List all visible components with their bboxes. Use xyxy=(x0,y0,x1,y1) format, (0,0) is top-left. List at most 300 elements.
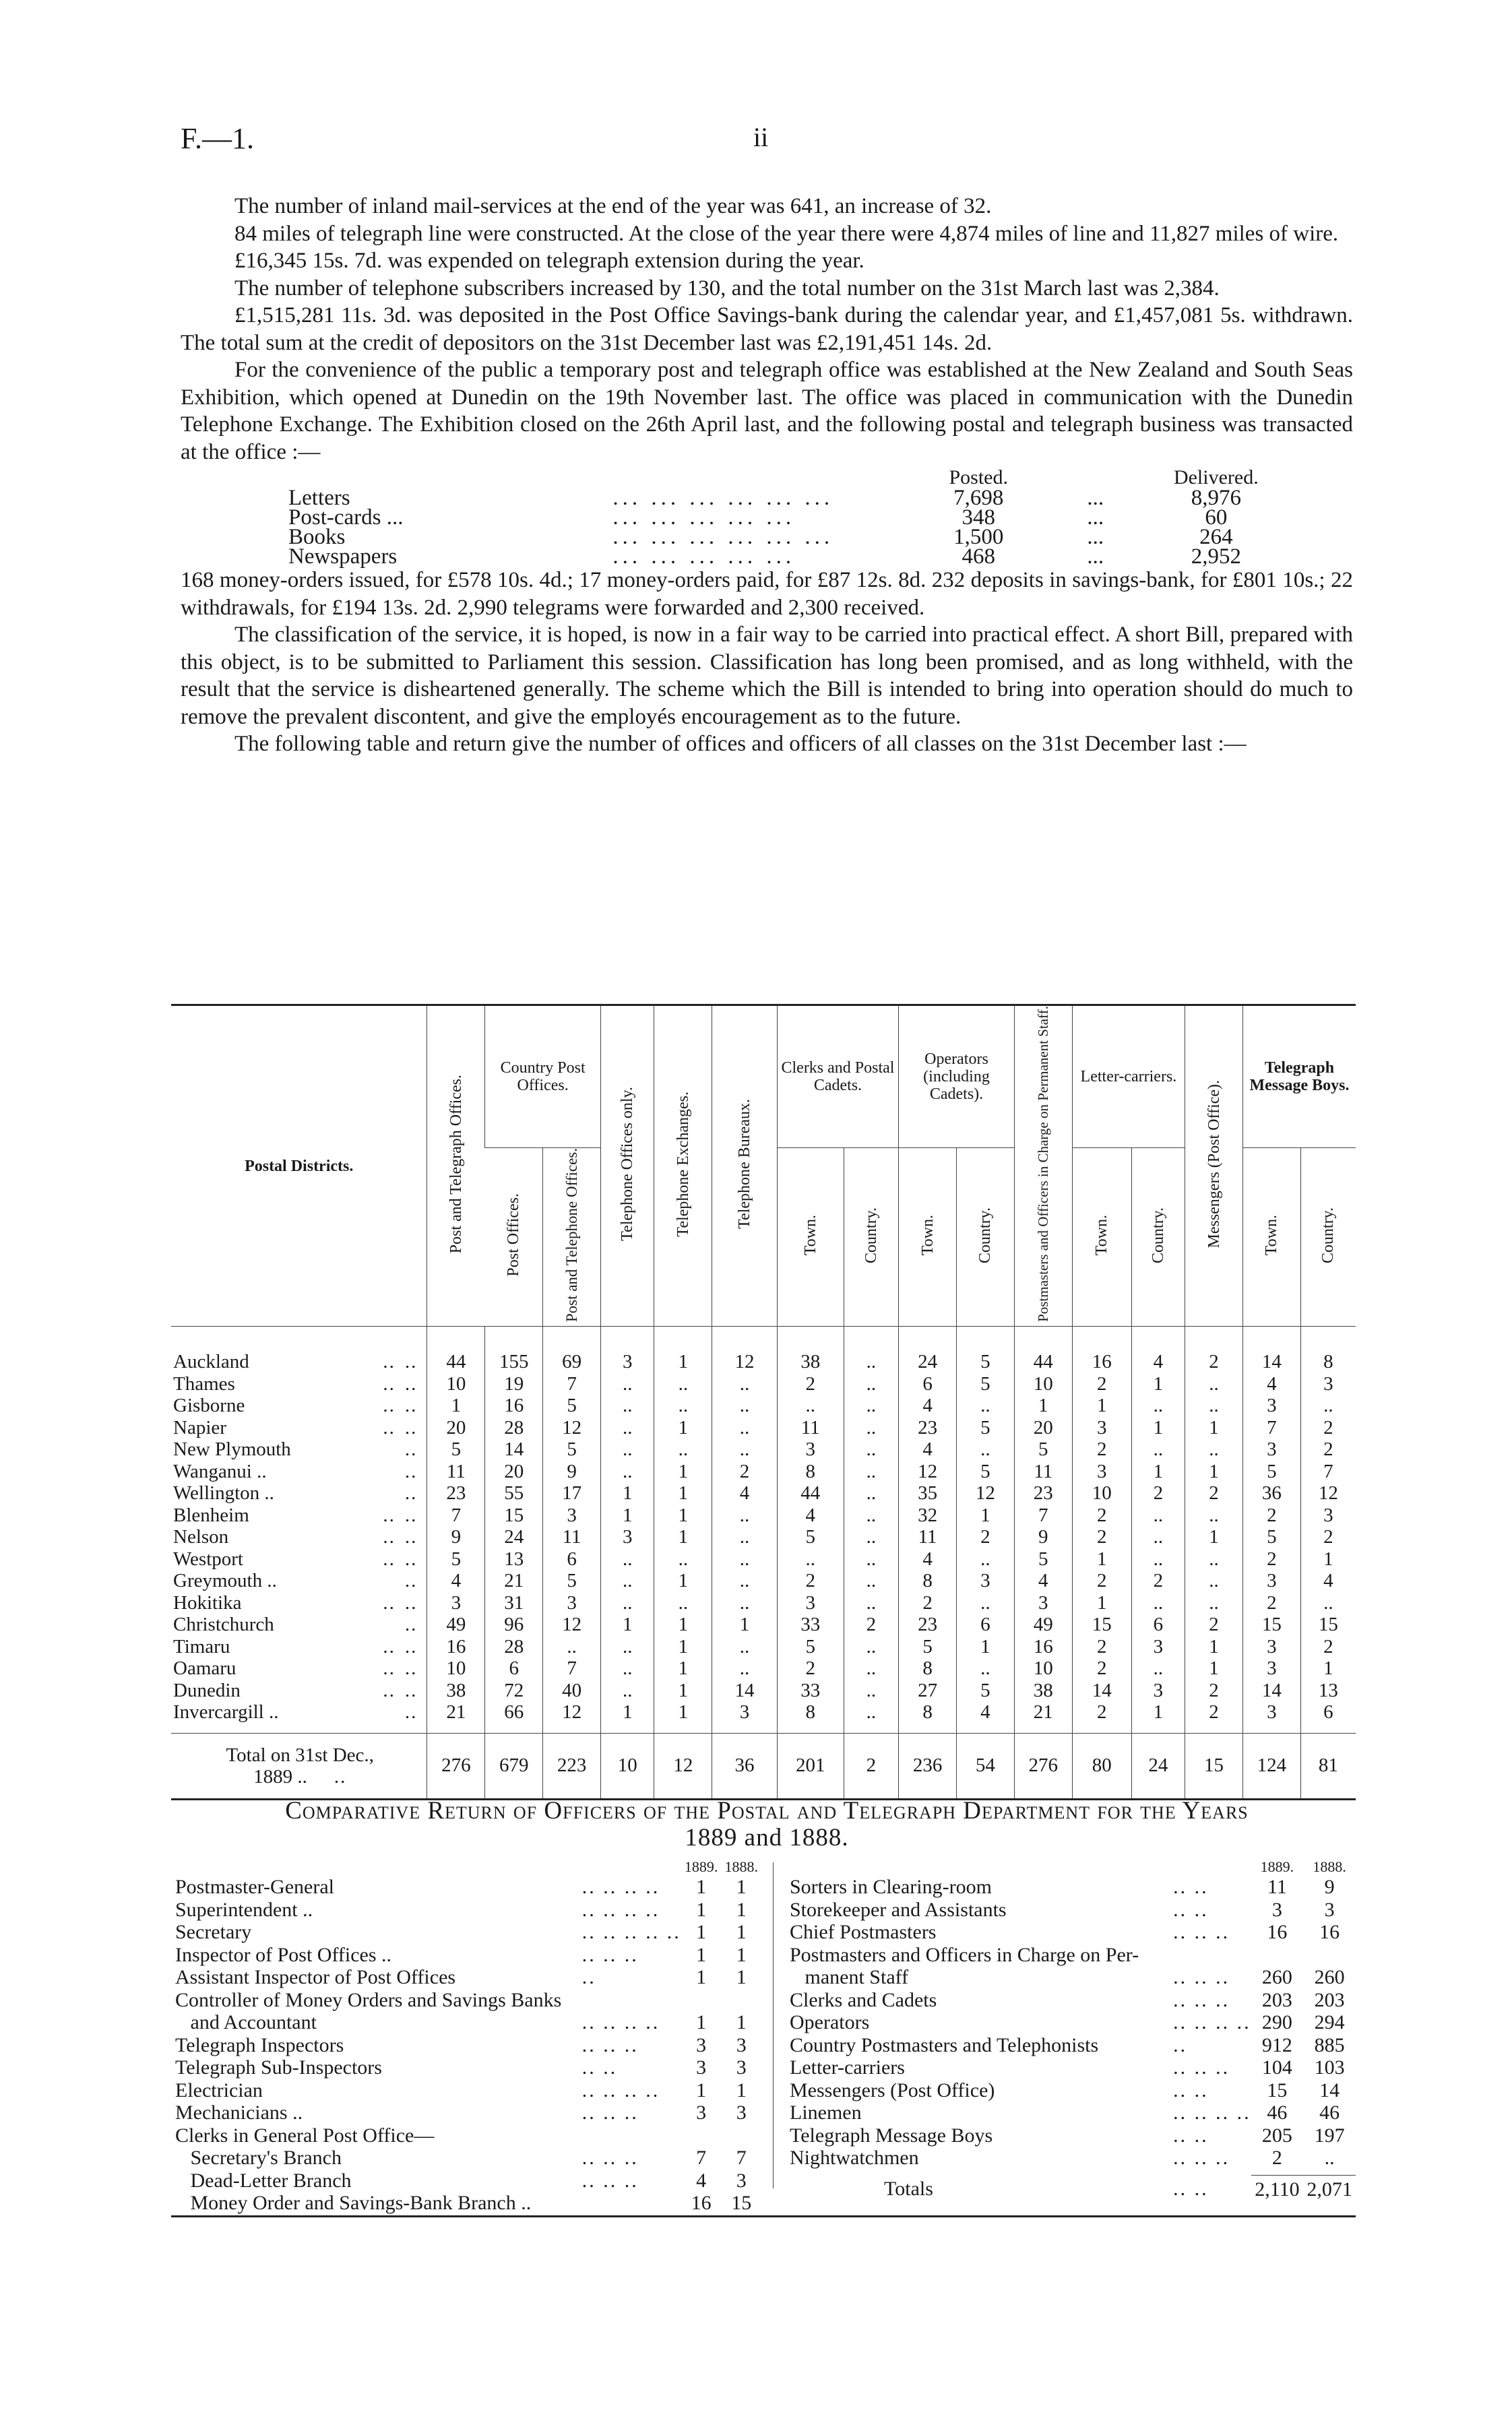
telephone-bureaux-header: Telephone Bureaux. xyxy=(712,1006,778,1327)
table-row xyxy=(171,1636,1356,1658)
table-cell: .. xyxy=(601,1636,654,1658)
return-row xyxy=(175,2170,761,2192)
table-cell: 8 xyxy=(777,1701,844,1733)
table-cell: 55 xyxy=(485,1482,543,1505)
officer-class-label: Messengers (Post Office) xyxy=(790,2079,995,2101)
district-label: Nelson xyxy=(173,1526,229,1548)
table-cell: 3 xyxy=(777,1592,844,1614)
table-cell: 6 xyxy=(899,1373,957,1395)
leader-dots: .. .. .. xyxy=(581,2033,639,2056)
table-row xyxy=(171,1680,1356,1702)
district-label: Oamaru xyxy=(173,1657,237,1680)
table-cell: .. xyxy=(844,1701,899,1733)
table-cell: 2 xyxy=(1072,1438,1131,1461)
table-cell: 2 xyxy=(957,1526,1015,1548)
table-cell: 7 xyxy=(1242,1417,1300,1439)
officer-class-label: Clerks and Cadets xyxy=(790,1988,937,2011)
leader-dots: .. .. .. xyxy=(581,2169,639,2192)
table-cell: 11 xyxy=(1014,1461,1072,1483)
district-label: Auckland xyxy=(173,1351,249,1373)
count-1888: 14 xyxy=(1319,2079,1340,2101)
comparative-return-table xyxy=(171,1858,1356,2217)
total-cell: 679 xyxy=(485,1733,543,1798)
table-cell: 1 xyxy=(654,1636,712,1658)
table-cell: .. xyxy=(844,1327,899,1373)
leader-dots: .. xyxy=(404,1614,418,1636)
leader-dots: .. xyxy=(404,1416,418,1438)
leader-dots: ... xyxy=(1087,525,1104,549)
exhibition-item-label: Books xyxy=(288,525,346,549)
table-cell: 11 xyxy=(543,1526,601,1548)
table-cell: 10 xyxy=(427,1373,485,1395)
messengers-header: Messengers (Post Office). xyxy=(1185,1006,1243,1327)
leader-dots: .. .. .. xyxy=(1173,1988,1230,2011)
return-row xyxy=(790,2034,1356,2057)
leader-dots: .. xyxy=(404,1395,418,1417)
leader-dots: .. xyxy=(404,1460,418,1482)
leader-dots: .. .. .. .. xyxy=(1173,2101,1251,2124)
table-cell: 5 xyxy=(543,1395,601,1417)
table-cell: 2 xyxy=(1072,1570,1131,1592)
delivered-value: 2,952 xyxy=(1191,544,1241,569)
count-1889: 11 xyxy=(1267,1876,1287,1898)
table-cell: 12 xyxy=(712,1327,778,1373)
table-cell: 6 xyxy=(485,1657,543,1680)
table-cell: 3 xyxy=(543,1505,601,1527)
table-cell: 3 xyxy=(543,1592,601,1614)
table-cell: 14 xyxy=(1072,1680,1131,1702)
table-cell: 3 xyxy=(1242,1395,1300,1417)
table-cell: 3 xyxy=(1242,1636,1300,1658)
table-cell: 2 xyxy=(1300,1636,1356,1658)
count-1888: 3 xyxy=(736,2056,747,2079)
total-1889: 2,110 xyxy=(1251,2175,1304,2201)
leader-dots: .. xyxy=(404,1504,418,1526)
count-1889: 260 xyxy=(1261,1966,1292,1988)
return-row xyxy=(175,2101,761,2124)
table-cell: 1 xyxy=(1185,1417,1243,1439)
leader-dots: .. xyxy=(383,1526,396,1548)
paragraph-telephone-subscribers: The number of telephone subscribers increased by 130, and the total number on the 31st March last was 2,384. xyxy=(234,276,1220,301)
posted-value: 468 xyxy=(962,544,995,569)
table-cell: 1 xyxy=(1185,1657,1243,1680)
district-label: Blenheim xyxy=(173,1504,249,1526)
count-1889: 3 xyxy=(1271,1898,1282,1921)
table-cell: 8 xyxy=(777,1461,844,1483)
table-cell: .. xyxy=(654,1438,712,1461)
table-cell: 12 xyxy=(1300,1482,1356,1505)
table-cell: 1 xyxy=(1072,1395,1131,1417)
leader-dots: .. .. xyxy=(1173,2124,1209,2147)
leader-dots: .. .. .. xyxy=(581,2147,639,2169)
table-cell: .. xyxy=(654,1373,712,1395)
table-cell: 5 xyxy=(957,1327,1015,1373)
table-cell: .. xyxy=(712,1526,778,1548)
total-cell: 124 xyxy=(1242,1733,1300,1798)
exhibition-item-label: Post-cards ... xyxy=(288,505,404,530)
table-cell: 1 xyxy=(654,1614,712,1636)
table-row xyxy=(171,1592,1356,1614)
leader-dots: .. xyxy=(383,1395,396,1417)
count-1889: 1 xyxy=(696,1898,707,1921)
table-cell: 15 xyxy=(485,1505,543,1527)
table-cell: 13 xyxy=(485,1548,543,1571)
table-cell: 3 xyxy=(1072,1417,1131,1439)
return-row xyxy=(175,2192,761,2215)
table-cell: 14 xyxy=(485,1438,543,1461)
count-1889 xyxy=(681,2124,722,2147)
table-cell: 32 xyxy=(899,1505,957,1527)
table-cell: 1 xyxy=(654,1482,712,1505)
table-cell: 72 xyxy=(485,1680,543,1702)
district-label: Christchurch xyxy=(173,1614,274,1636)
table-cell: 1 xyxy=(1131,1417,1185,1439)
total-1888: 2,071 xyxy=(1303,2175,1356,2201)
table-cell: .. xyxy=(712,1657,778,1680)
leader-dots: .. xyxy=(404,1372,418,1395)
post-telegraph-offices-header: Post and Telegraph Offices. xyxy=(427,1006,485,1327)
count-1888 xyxy=(721,1989,761,2012)
table-cell: .. xyxy=(601,1438,654,1461)
district-name xyxy=(171,1614,427,1636)
table-cell: 1 xyxy=(1300,1548,1356,1571)
operators-town-subheader: Town. xyxy=(899,1148,957,1327)
table-cell: .. xyxy=(844,1482,899,1505)
district-name xyxy=(171,1505,427,1527)
count-1888: 203 xyxy=(1314,1988,1345,2011)
table-cell: 5 xyxy=(957,1461,1015,1483)
table-cell: 8 xyxy=(899,1701,957,1733)
leader-dots: .. xyxy=(404,1679,418,1701)
table-cell: 2 xyxy=(712,1461,778,1483)
table-cell: 5 xyxy=(543,1570,601,1592)
count-1889: 3 xyxy=(696,2101,707,2124)
leader-dots: ... xyxy=(1087,544,1104,569)
officer-class-label: Nightwatchmen xyxy=(790,2147,919,2169)
leader-dots: ... xyxy=(1087,505,1104,530)
return-row xyxy=(175,2034,761,2057)
table-cell: .. xyxy=(1185,1592,1243,1614)
table-cell: 1 xyxy=(1131,1701,1185,1733)
table-cell: .. xyxy=(1131,1505,1185,1527)
return-row xyxy=(175,2011,761,2034)
table-row xyxy=(171,1526,1356,1548)
count-1888: .. xyxy=(1324,2147,1335,2169)
delivered-value: 264 xyxy=(1199,525,1233,549)
right-year-1889: 1889. xyxy=(1260,1858,1294,1875)
table-cell: 14 xyxy=(712,1680,778,1702)
table-cell: 1 xyxy=(1185,1461,1243,1483)
count-1888: 103 xyxy=(1314,2056,1345,2079)
table-cell: .. xyxy=(844,1636,899,1658)
officer-class-label: manent Staff xyxy=(790,1966,909,1988)
table-cell: 5 xyxy=(1242,1461,1300,1483)
table-row xyxy=(171,1438,1356,1461)
return-row xyxy=(175,2079,761,2102)
count-1889: 15 xyxy=(1267,2079,1288,2101)
total-cell: 276 xyxy=(427,1733,485,1798)
officer-class-label: Operators xyxy=(790,2011,870,2033)
return-row xyxy=(175,2056,761,2079)
officer-class-label: Telegraph Inspectors xyxy=(175,2033,344,2056)
comparative-title-line-2: 1889 and 1888. xyxy=(685,1824,849,1852)
table-cell: 38 xyxy=(777,1327,844,1373)
table-cell: 14 xyxy=(1242,1327,1300,1373)
table-cell: 1 xyxy=(654,1327,712,1373)
count-1888: 7 xyxy=(736,2147,747,2169)
postmasters-staff-header: Postmasters and Officers in Charge on Permanent Staff. xyxy=(1014,1006,1072,1327)
total-cell: 54 xyxy=(957,1733,1015,1798)
return-row xyxy=(790,2056,1356,2079)
clerks-cadets-header: Clerks and Postal Cadets. xyxy=(777,1006,898,1148)
return-row xyxy=(790,1966,1356,1989)
count-1888: 1 xyxy=(736,2011,747,2033)
table-cell: .. xyxy=(957,1548,1015,1571)
officer-class-label: Controller of Money Orders and Savings Banks xyxy=(175,1988,562,2011)
count-1889: 1 xyxy=(696,1943,707,1966)
count-1889: 7 xyxy=(696,2147,707,2169)
officer-class-label: Secretary's Branch xyxy=(175,2147,342,2169)
district-name xyxy=(171,1592,427,1614)
officer-class-label: Sorters in Clearing-room xyxy=(790,1876,992,1898)
table-cell: 4 xyxy=(1131,1327,1185,1373)
officer-class-label: Country Postmasters and Telephonists xyxy=(790,2033,1099,2056)
return-row xyxy=(790,2079,1356,2102)
count-1888: 3 xyxy=(1324,1898,1335,1921)
table-cell: 20 xyxy=(1014,1417,1072,1439)
total-label-year: 1889 .. xyxy=(253,1765,307,1788)
leader-dots: .. xyxy=(404,1526,418,1548)
officer-class-label: Inspector of Post Offices .. xyxy=(175,1943,392,1966)
table-cell: .. xyxy=(712,1592,778,1614)
page-number: ii xyxy=(753,122,769,152)
count-1888: 197 xyxy=(1314,2124,1345,2147)
table-cell: 5 xyxy=(957,1373,1015,1395)
table-cell: 3 xyxy=(1242,1570,1300,1592)
table-cell: .. xyxy=(844,1657,899,1680)
table-cell: 69 xyxy=(543,1327,601,1373)
table-cell: 5 xyxy=(957,1417,1015,1439)
table-cell: 10 xyxy=(1014,1373,1072,1395)
return-row xyxy=(790,2101,1356,2124)
table-cell: .. xyxy=(601,1680,654,1702)
count-1888: 1 xyxy=(736,2079,747,2101)
district-name xyxy=(171,1482,427,1505)
table-cell: .. xyxy=(1185,1373,1243,1395)
leader-dots: .. .. .. xyxy=(581,1943,639,1966)
table-cell: 11 xyxy=(899,1526,957,1548)
leader-dots: .. xyxy=(581,1966,596,1988)
count-1888 xyxy=(721,2124,761,2147)
count-1889 xyxy=(681,1989,722,2012)
district-label: Dunedin xyxy=(173,1679,241,1701)
table-cell: 1 xyxy=(712,1614,778,1636)
table-cell: 16 xyxy=(1014,1636,1072,1658)
table-cell: .. xyxy=(957,1592,1015,1614)
left-year-1888: 1888. xyxy=(724,1858,758,1875)
table-cell: 3 xyxy=(777,1438,844,1461)
table-cell: 1 xyxy=(1072,1548,1131,1571)
count-1889: 46 xyxy=(1267,2101,1288,2124)
table-cell: 155 xyxy=(485,1327,543,1373)
table-cell: 1 xyxy=(601,1614,654,1636)
table-cell: 4 xyxy=(899,1438,957,1461)
table-cell: 44 xyxy=(1014,1327,1072,1373)
count-1889: 1 xyxy=(696,1966,707,1988)
table-cell: 23 xyxy=(427,1482,485,1505)
table-cell: .. xyxy=(1131,1526,1185,1548)
table-cell: 6 xyxy=(543,1548,601,1571)
table-cell: .. xyxy=(1185,1548,1243,1571)
table-cell: 2 xyxy=(777,1570,844,1592)
table-cell: 1 xyxy=(601,1505,654,1527)
count-1889: 3 xyxy=(696,2056,707,2079)
return-row xyxy=(790,2011,1356,2034)
table-cell: 12 xyxy=(543,1417,601,1439)
comparative-return-title xyxy=(181,1798,1353,1852)
district-label: Napier xyxy=(173,1416,226,1438)
table-cell: 3 xyxy=(1014,1592,1072,1614)
district-label: New Plymouth xyxy=(173,1438,291,1461)
leader-dots: .. xyxy=(383,1504,396,1526)
table-cell: 2 xyxy=(1300,1526,1356,1548)
table-cell: 8 xyxy=(1300,1327,1356,1373)
table-cell: 10 xyxy=(1072,1482,1131,1505)
leader-dots: .. .. xyxy=(1173,1876,1209,1898)
paragraph-classification: The classification of the service, it is hoped, is now in a fair way to be carried into practical effect. A short Bill, prepared with this object, is to be submitted to Parliament this session. Classification has long been promised, and as long withheld, with the result that the service is disheartened generally. The scheme which the Bill is intended to bring into operation should do much to remove the prevalent discontent, and give the employés encouragement as to the future. xyxy=(181,623,1353,729)
leader-dots: .. .. .. .. xyxy=(581,1876,660,1898)
paragraph-money-orders: 168 money-orders issued, for £578 10s. 4d.; 17 money-orders paid, for £87 12s. 8d. 232 deposits in savings-bank, for £801 10s.; 22 withdrawals, for £194 13s. 2d. 2,990 telegrams were forwarded and 2,300 received. xyxy=(181,568,1353,620)
district-label: Invercargill .. xyxy=(173,1701,279,1724)
totals-row xyxy=(790,2175,1356,2201)
table-cell: 6 xyxy=(1300,1701,1356,1733)
officer-class-label: Clerks in General Post Office— xyxy=(175,2124,435,2147)
leader-dots: .. xyxy=(383,1635,396,1657)
page-header xyxy=(0,121,1512,162)
table-cell: 19 xyxy=(485,1373,543,1395)
return-row xyxy=(790,1989,1356,2012)
table-cell: .. xyxy=(712,1548,778,1571)
table-cell: 2 xyxy=(1072,1636,1131,1658)
table-cell: 1 xyxy=(1014,1395,1072,1417)
delivered-header: Delivered. xyxy=(1173,466,1259,488)
leader-dots: .. .. .. xyxy=(581,2101,639,2124)
count-1889: 205 xyxy=(1261,2124,1292,2147)
table-row xyxy=(171,1373,1356,1395)
leader-dots: .. .. .. .. xyxy=(581,2011,660,2033)
table-cell: 6 xyxy=(1131,1614,1185,1636)
table-row xyxy=(171,1657,1356,1680)
operators-header: Operators (including Cadets). xyxy=(899,1006,1015,1148)
table-cell: .. xyxy=(1131,1438,1185,1461)
district-name xyxy=(171,1373,427,1395)
table-cell: .. xyxy=(601,1592,654,1614)
total-label xyxy=(171,1733,427,1798)
count-1889: 1 xyxy=(696,2079,707,2101)
table-cell: 1 xyxy=(427,1395,485,1417)
leader-dots: .. .. xyxy=(581,2056,618,2079)
count-1889: 104 xyxy=(1261,2056,1292,2079)
table-cell: 35 xyxy=(899,1482,957,1505)
table-cell: 15 xyxy=(1300,1614,1356,1636)
district-name xyxy=(171,1636,427,1658)
officer-class-label: Superintendent .. xyxy=(175,1898,313,1921)
leader-dots: .. xyxy=(334,1765,347,1788)
posted-value: 7,698 xyxy=(953,486,1004,510)
table-cell: 1 xyxy=(957,1636,1015,1658)
posted-value: 1,500 xyxy=(953,525,1004,549)
count-1888: 885 xyxy=(1314,2033,1345,2056)
count-1889: 1 xyxy=(696,1921,707,1943)
table-cell: 49 xyxy=(1014,1614,1072,1636)
leader-dots: .. .. xyxy=(1173,2178,1209,2201)
leader-dots: .. .. .. .. xyxy=(581,1898,660,1921)
table-cell: 16 xyxy=(427,1636,485,1658)
officer-class-label: and Accountant xyxy=(175,2011,317,2033)
table-cell: .. xyxy=(712,1373,778,1395)
table-cell: 2 xyxy=(1072,1701,1131,1733)
table-cell: .. xyxy=(654,1395,712,1417)
table-cell: 2 xyxy=(777,1373,844,1395)
table-row xyxy=(171,1570,1356,1592)
table-cell: 4 xyxy=(899,1395,957,1417)
table-cell: 1 xyxy=(654,1526,712,1548)
total-cell: 24 xyxy=(1131,1733,1185,1798)
return-row xyxy=(175,1921,761,1944)
table-cell: .. xyxy=(601,1657,654,1680)
leader-dots: .. .. .. xyxy=(1173,2147,1230,2169)
return-row xyxy=(790,1876,1356,1899)
table-cell: 5 xyxy=(899,1636,957,1658)
leader-dots: .. .. xyxy=(1173,1898,1209,1921)
district-label: Thames xyxy=(173,1372,235,1395)
table-cell: .. xyxy=(712,1636,778,1658)
table-cell: 3 xyxy=(1242,1657,1300,1680)
table-row xyxy=(171,1701,1356,1733)
leader-dots: .. xyxy=(404,1548,418,1570)
table-cell: 3 xyxy=(601,1327,654,1373)
table-cell: .. xyxy=(844,1680,899,1702)
table-cell: 4 xyxy=(957,1701,1015,1733)
table-cell: 7 xyxy=(427,1505,485,1527)
table-cell: 23 xyxy=(899,1417,957,1439)
paragraph-table-intro: The following table and return give the number of offices and officers of all classes on the 31st December last :— xyxy=(234,732,1247,756)
leader-dots: ... ... ... ... ... xyxy=(612,505,796,530)
table-cell: 4 xyxy=(1242,1373,1300,1395)
table-cell: 27 xyxy=(899,1680,957,1702)
table-cell: 11 xyxy=(427,1461,485,1483)
count-1888: 46 xyxy=(1319,2101,1340,2124)
count-1888: 1 xyxy=(736,1943,747,1966)
table-cell: 1 xyxy=(1185,1526,1243,1548)
letter-carriers-country-subheader: Country. xyxy=(1131,1148,1185,1327)
table-cell: 3 xyxy=(1131,1636,1185,1658)
exhibition-row xyxy=(288,547,1299,567)
district-name xyxy=(171,1657,427,1680)
officer-class-label: Secretary xyxy=(175,1921,252,1943)
leader-dots xyxy=(1173,1944,1251,1967)
posted-value: 348 xyxy=(962,505,995,530)
table-cell: .. xyxy=(1300,1395,1356,1417)
table-cell: 5 xyxy=(777,1526,844,1548)
count-1889: 3 xyxy=(696,2033,707,2056)
table-cell: 3 xyxy=(1242,1438,1300,1461)
table-cell: 3 xyxy=(1300,1373,1356,1395)
leader-dots xyxy=(582,1989,681,2012)
leader-dots: .. .. .. xyxy=(1173,1921,1230,1943)
total-cell: 10 xyxy=(601,1733,654,1798)
table-cell: .. xyxy=(1185,1438,1243,1461)
